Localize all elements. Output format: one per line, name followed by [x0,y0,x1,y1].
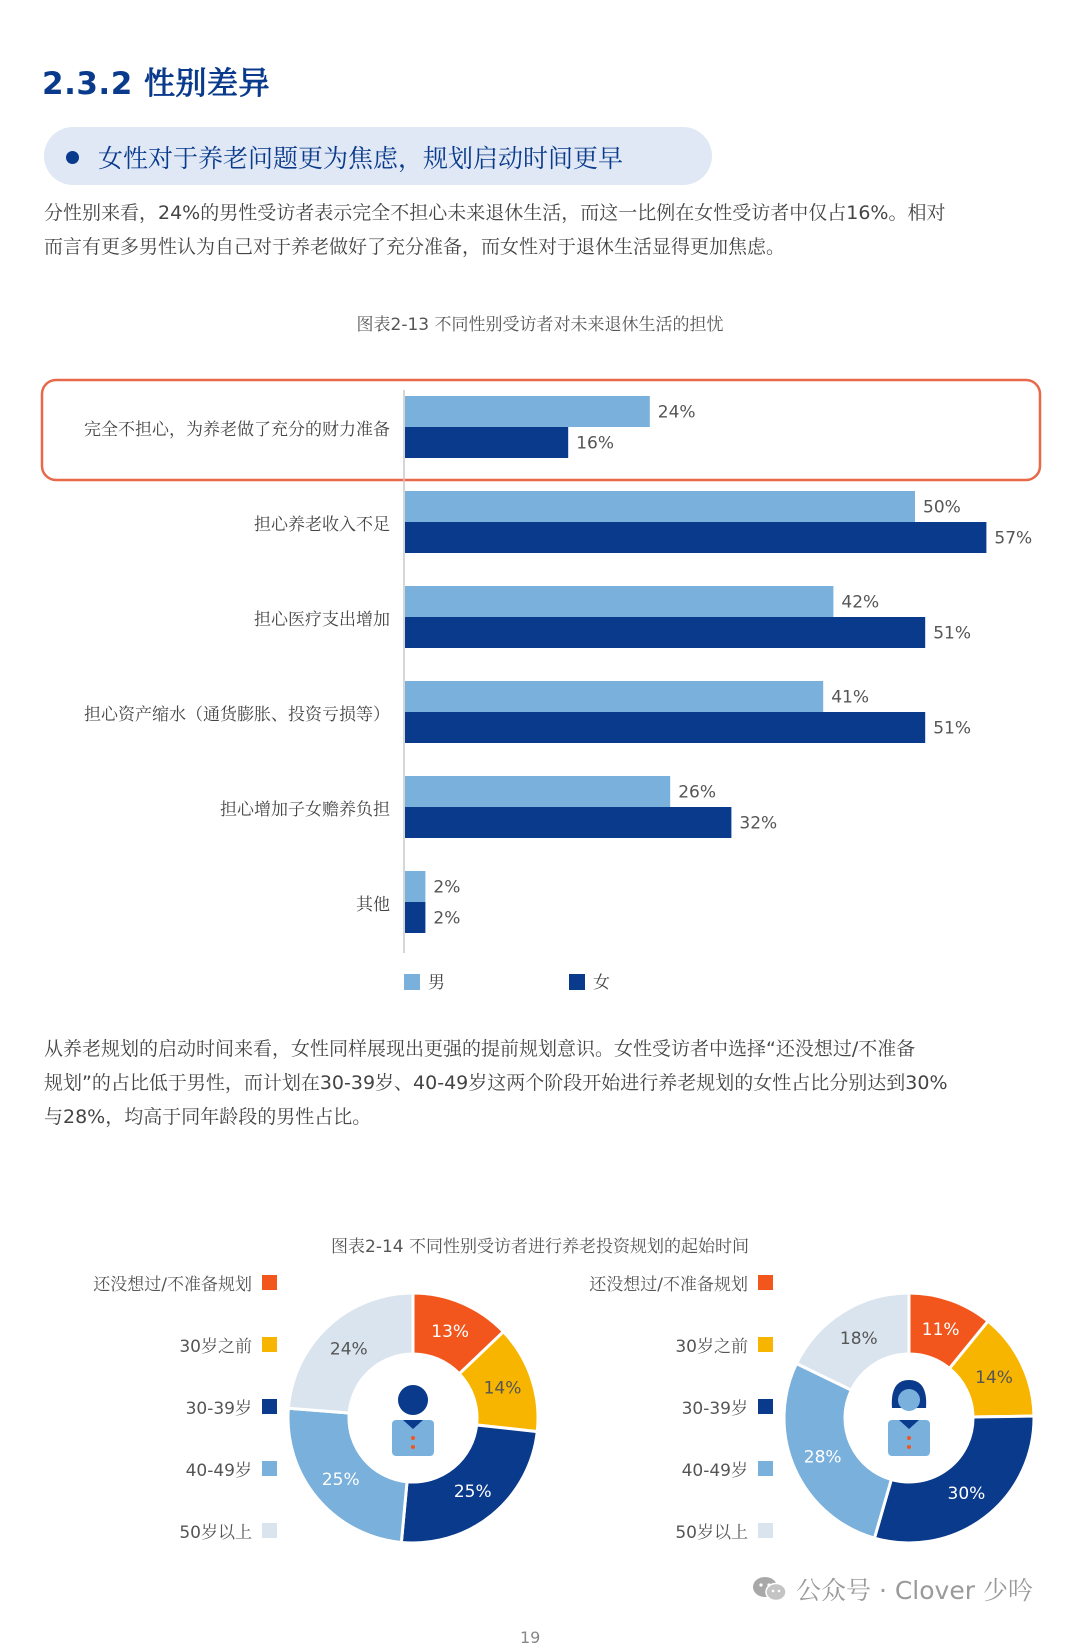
male-donut-chart [0,1270,560,1570]
watermark [752,1571,1033,1609]
intro-line-2: 而言有更多男性认为自己对于养老做好了充分准备，而女性对于退休生活显得更加焦虑。 [44,236,786,258]
bar-male [405,396,650,427]
chart1-title: 图表2-13 不同性别受访者对未来退休生活的担忧 [356,315,724,335]
bar-male [405,871,425,902]
donut-value-label: 18% [839,1328,878,1349]
bar-male [405,681,823,712]
donut-value-label: 25% [453,1482,492,1503]
planning-paragraph [44,1032,1040,1134]
planning-line-2: 规划”的占比低于男性，而计划在30-39岁、40-49岁这两个阶段开始进行养老规划的女性占比分别达到30% [44,1072,948,1094]
category-label: 担心资产缩水（通货膨胀、投资亏损等） [84,705,390,725]
legend-swatch [404,974,420,990]
bar-value-label: 51% [933,718,971,739]
donut-legend-swatch [758,1523,773,1538]
donut-legend-label: 50岁以上 [675,1523,748,1543]
donut-value-label: 11% [921,1319,960,1340]
donut-legend-swatch [262,1399,277,1414]
bar-value-label: 57% [994,528,1033,549]
bar-female [405,902,425,933]
donut-legend-swatch [758,1275,773,1290]
legend-label: 女 [593,973,610,993]
donut-value-label: 14% [975,1367,1013,1388]
donut-legend-swatch [262,1523,277,1538]
bar-value-label: 24% [657,402,696,423]
legend-label: 男 [428,973,445,993]
bar-male [405,491,915,522]
donut-legend-swatch [262,1461,277,1476]
donut-value-label: 25% [321,1469,360,1490]
section-title: 2.3.2 性别差异 [42,66,271,102]
bar-value-label: 2% [433,908,461,929]
donut-legend-label: 还没想过/不准备规划 [93,1275,252,1295]
watermark-text: 公众号 · Clover 少吟 [796,1576,1033,1605]
bar-value-label: 16% [576,433,614,454]
female-donut-chart [496,1270,1056,1570]
donut-value-label: 30% [947,1484,986,1505]
donut-legend-label: 30岁之前 [179,1337,252,1357]
donut-legend-swatch [262,1275,277,1290]
donut-value-label: 24% [329,1339,368,1360]
donut-value-label: 13% [431,1322,470,1343]
donut-value-label: 14% [483,1378,522,1399]
planning-line-3: 与28%，均高于同年龄段的男性占比。 [44,1106,372,1128]
donut-legend-label: 40-49岁 [185,1461,252,1481]
worry-bar-chart [0,350,1080,1010]
bar-value-label: 41% [831,687,869,708]
donut-legend-label: 40-49岁 [681,1461,748,1481]
bullet-dot [66,151,79,164]
wechat-icon [752,1575,788,1609]
intro-line-1: 分性别来看，24%的男性受访者表示完全不担心未来退休生活，而这一比例在女性受访者中仅占16%。相对 [44,202,946,224]
male-person-icon [392,1385,434,1456]
bar-value-label: 26% [678,782,716,803]
category-label: 担心养老收入不足 [254,515,390,535]
donut-legend-label: 30-39岁 [185,1399,252,1419]
category-label: 完全不担心，为养老做了充分的财力准备 [84,420,390,440]
donut-legend-label: 50岁以上 [179,1523,252,1543]
planning-line-1: 从养老规划的启动时间来看，女性同样展现出更强的提前规划意识。女性受访者中选择“还没想过/不准备 [44,1038,916,1060]
female-person-icon [888,1380,930,1456]
female-donut-block [496,1270,1056,1574]
donut-legend-swatch [758,1461,773,1476]
donut-legend-label: 30岁之前 [675,1337,748,1357]
donut-legend-label: 还没想过/不准备规划 [589,1275,748,1295]
donut-value-label: 28% [803,1447,842,1468]
donut-legend-swatch [758,1337,773,1352]
bar-female [405,522,986,553]
legend-swatch [569,974,585,990]
category-label: 其他 [356,895,390,915]
chart2-title: 图表2-14 不同性别受访者进行养老投资规划的起始时间 [331,1237,749,1257]
bar-value-label: 2% [433,877,461,898]
intro-paragraph [44,196,1040,264]
bar-female [405,617,925,648]
bar-value-label: 50% [923,497,961,518]
category-label: 担心增加子女赡养负担 [220,800,390,820]
donut-legend-swatch [758,1399,773,1414]
donut-legend-label: 30-39岁 [681,1399,748,1419]
highlight-callout [44,127,712,185]
donut-legend-swatch [262,1337,277,1352]
bar-value-label: 32% [739,813,778,834]
bar-male [405,586,833,617]
page-number: 19 [520,1628,541,1647]
bar-value-label: 42% [841,592,880,613]
male-donut-block [0,1270,560,1574]
category-label: 担心医疗支出增加 [254,610,390,630]
bar-male [405,776,670,807]
bar-value-label: 51% [933,623,971,644]
bar-female [405,712,925,743]
bar-female [405,427,568,458]
highlight-text: 女性对于养老问题更为焦虑，规划启动时间更早 [98,144,624,173]
bar-female [405,807,731,838]
